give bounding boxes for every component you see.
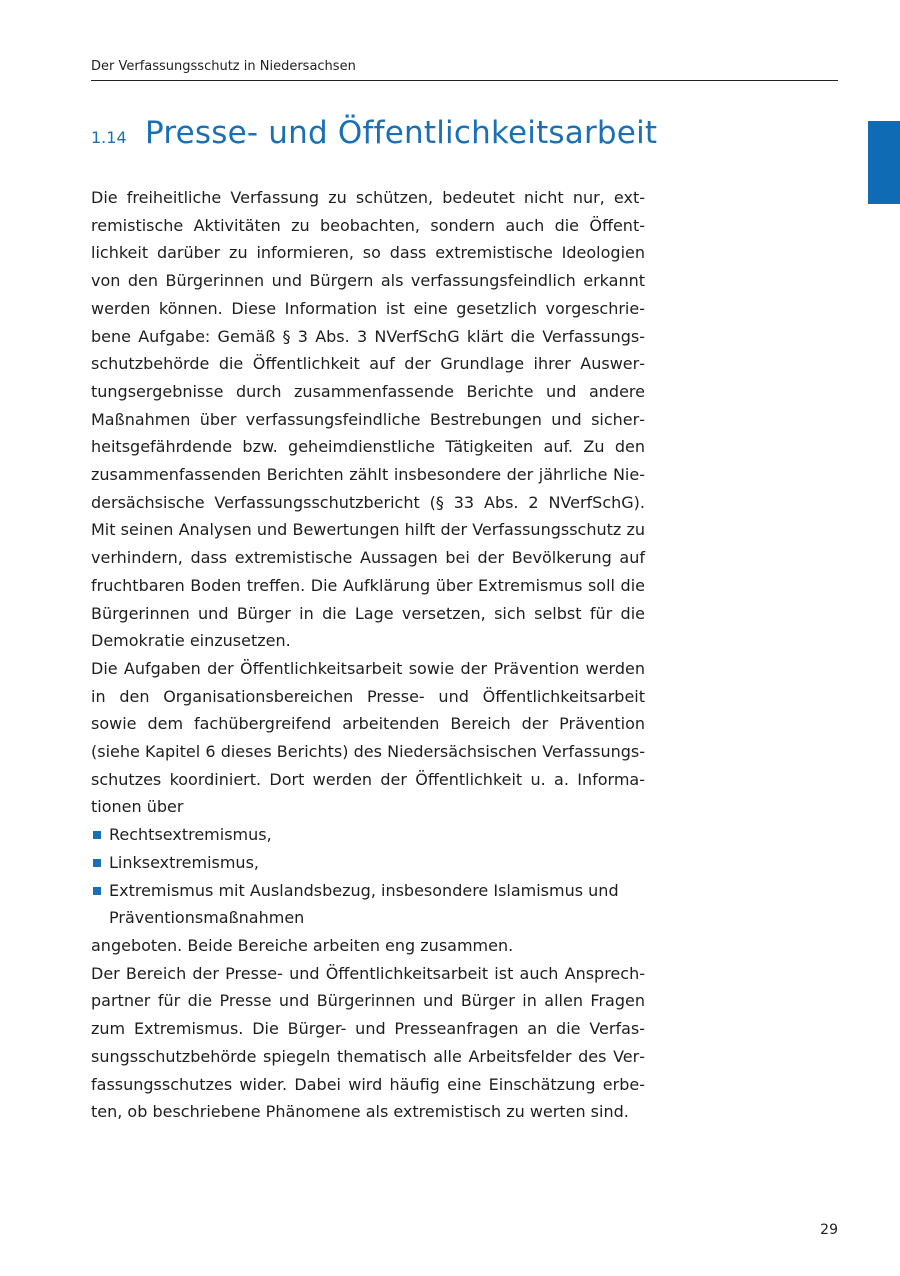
list-item-text: Extremismus mit Auslandsbezug, insbesondere Islamismus und Präventionsmaßnahmen [109, 880, 619, 928]
list-item [91, 821, 645, 849]
section-number: 1.14 [91, 128, 127, 147]
paragraph-cooperation: angeboten. Beide Bereiche arbeiten eng zusammen. [91, 935, 514, 955]
list-item-text: Rechtsextremismus, [109, 825, 272, 845]
paragraph-press-contact: Der Bereich der Presse- und Öffentlichkeitsarbeit ist auch Ansprechpartner für die Presse und Bürgerinnen und Bürger in allen Fragen zum Extremismus. Die Bürger- und Presseanfragen an die Verfassungsschutzbehörde spiegeln thematisch alle Arbeitsfelder des Verfassungsschutzes wider. Dabei wird häufig eine Einschätzung erbeten, ob beschriebene Phänomene als extremistisch zu werten sind. [91, 963, 645, 1122]
section-title: Presse- und Öffentlichkeitsarbeit [145, 115, 658, 151]
body-text [91, 184, 645, 1126]
list-item [91, 849, 645, 877]
section-heading [91, 115, 657, 151]
bullet-square-icon [93, 887, 101, 895]
paragraph-intro: Die freiheitliche Verfassung zu schützen, bedeutet nicht nur, extremistische Aktivitäten zu beobachten, sondern auch die Öffentlichkeit darüber zu informieren, so dass extremistische Ideologien von den Bürgerinnen und Bürgern als verfassungsfeindlich erkannt werden können. Diese Information ist eine gesetzlich vorgeschriebene Aufgabe: Gemäß § 3 Abs. 3 NVerfSchG klärt die Verfassungsschutzbehörde die Öffentlichkeit auf der Grundlage ihrer Auswertungsergebnisse durch zusammenfassende Berichte und andere Maßnahmen über verfassungsfeindliche Bestrebungen und sicherheitsgefährdende bzw. geheimdienstliche Tätigkeiten auf. Zu den zusammenfassenden Berichten zählt insbesondere der jährliche Niedersächsische Verfassungsschutzbericht (§ 33 Abs. 2 NVerfSchG). Mit seinen Analysen und Bewertungen hilft der Verfassungsschutz zu verhindern, dass extremistische Aussagen bei der Bevölkerung auf fruchtbaren Boden treffen. Die Aufklärung über Extremismus soll die Bürgerinnen und Bürger in die Lage versetzen, sich selbst für die Demokratie einzusetzen. [91, 188, 645, 651]
bullet-square-icon [93, 831, 101, 839]
list-item [91, 877, 645, 932]
list-item-text: Linksextremismus, [109, 852, 259, 872]
bullet-square-icon [93, 859, 101, 867]
header-divider [91, 80, 838, 81]
chapter-tab-marker [868, 121, 900, 204]
paragraph-tasks: Die Aufgaben der Öffentlichkeitsarbeit sowie der Prävention werden in den Organisationsbereichen Presse- und Öffentlichkeitsarbeit sowie dem fachübergreifend arbeitenden Bereich der Prävention (siehe Kapitel 6 dieses Berichts) des Niedersächsischen Verfassungsschutzes koordiniert. Dort werden der Öffentlichkeit u. a. Informationen über [91, 658, 645, 817]
running-header: Der Verfassungsschutz in Niedersachsen [91, 59, 356, 74]
topic-list [91, 821, 645, 932]
page-number: 29 [820, 1222, 838, 1238]
